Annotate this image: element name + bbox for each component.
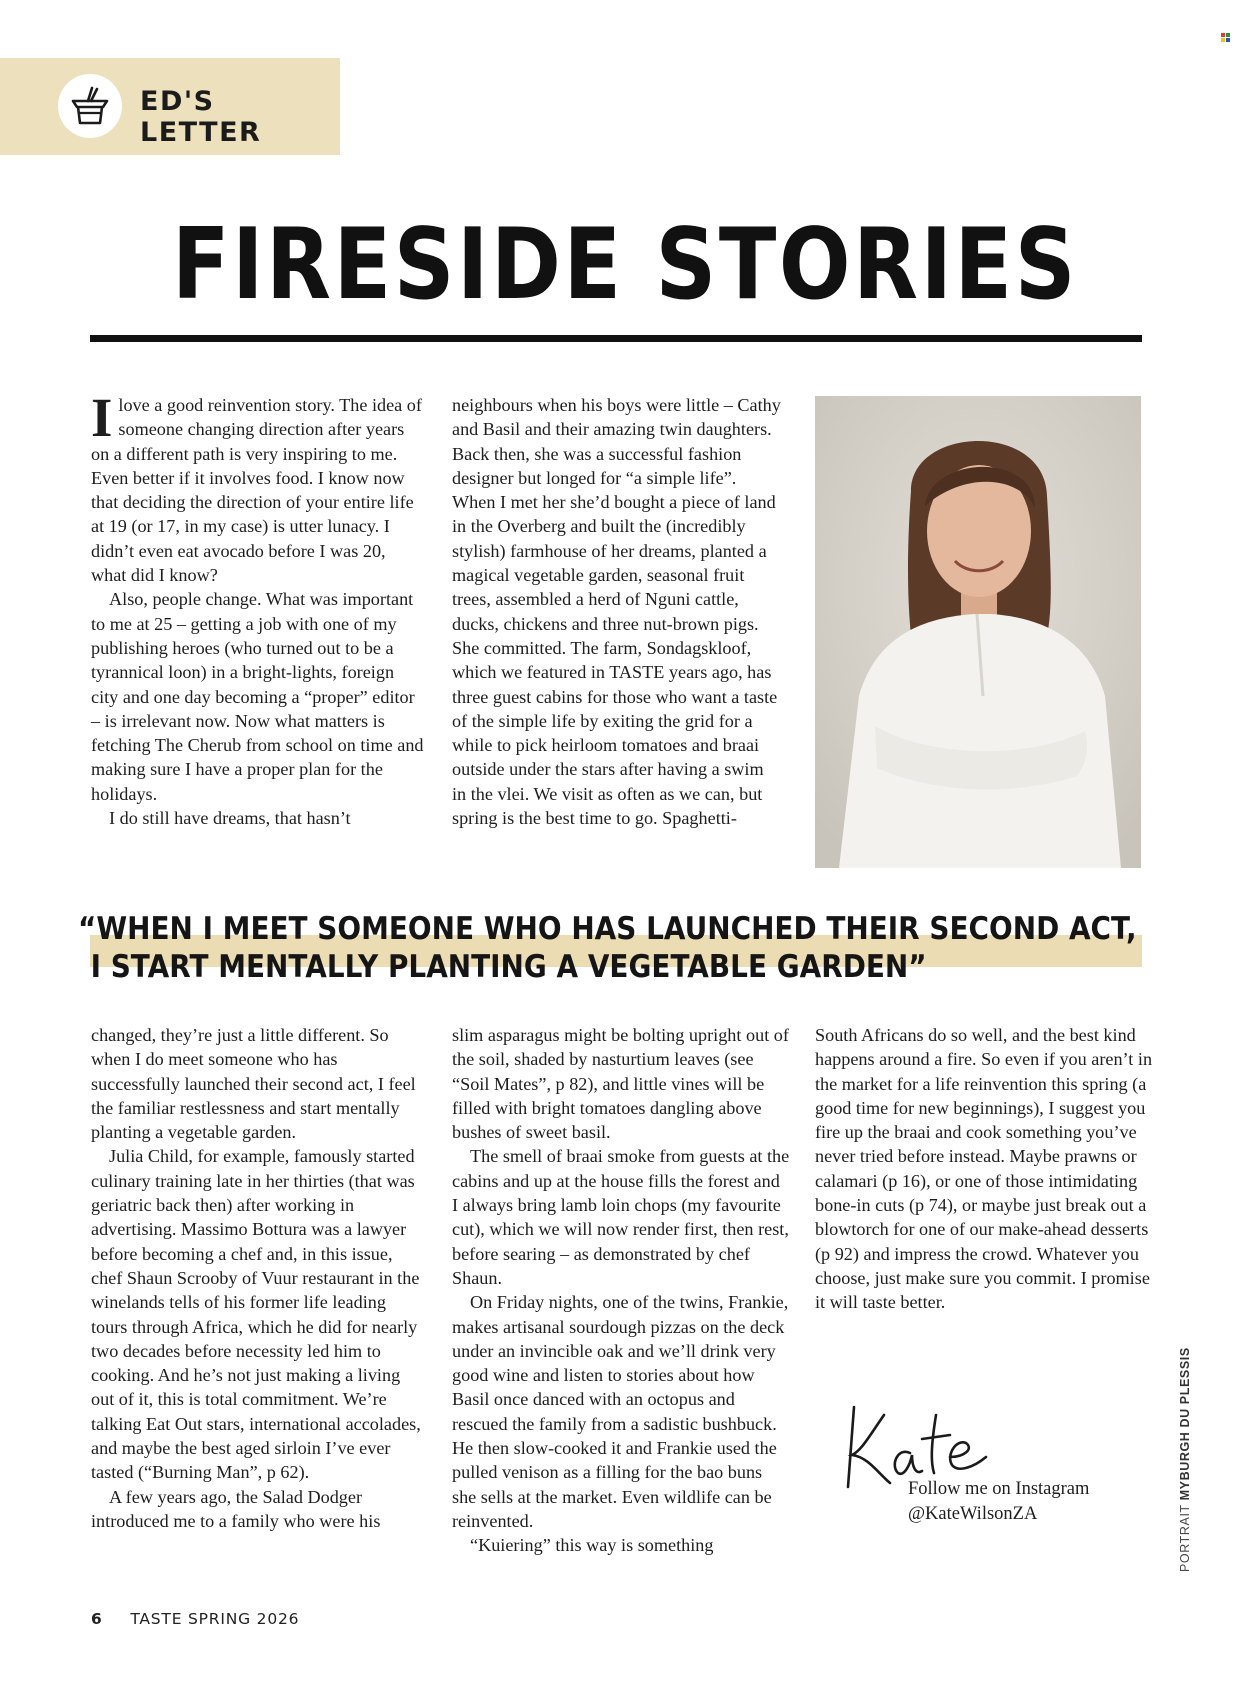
body-paragraph: A few years ago, the Salad Dodger introduced me to a family who were his <box>91 1486 381 1531</box>
dropcap: I <box>91 387 113 448</box>
intro-column <box>91 387 424 830</box>
body-paragraph: “Kuiering” this way is something <box>470 1535 714 1556</box>
body-column-right <box>815 1023 1153 1315</box>
photo-credit <box>1178 1347 1192 1572</box>
photo-credit-name: MYBURGH DU PLESSIS <box>1178 1347 1192 1501</box>
page-number: 6 <box>91 1610 103 1628</box>
body-paragraph: Also, people change. What was important to me at 25 – getting a job with one of my publishing heroes (who turned out to be a tyrannical loon) in a bright-lights, foreign city and one day becoming a “proper” editor – is irrelevant now. Now what matters is fetching The Cherub from school on time and making sure I have a proper plan for the holidays. <box>91 589 424 804</box>
section-tab <box>0 58 340 155</box>
body-paragraph: The smell of braai smoke from guests at the cabins and up at the house fills the forest and I always bring lamb loin chops (my favourite cut), which we will now render first, then rest, before searing – as demonstrated by chef Shaun. <box>452 1146 790 1288</box>
body-paragraph: I do still have dreams, that hasn’t <box>109 808 351 829</box>
editor-portrait <box>815 396 1141 868</box>
intro-paragraph: Ilove a good reinvention story. The idea of someone changing direction after years on a different path is very inspiring to me. Even better if it involves food. I know now that deciding the direction of your entire life at 19 (or 17, in my case) is utter lunacy. I didn’t even eat avocado before I was 20, what did I know? <box>91 387 422 586</box>
section-icon-badge <box>58 74 122 138</box>
body-paragraph: Julia Child, for example, famously started culinary training late in her thirties (that was geriatric back then) after working in advertising. Massimo Bottura was a lawyer before becoming a chef and, in this issue, chef Shaun Scrooby of Vuur restaurant in the winelands tells of his former life leading tours through Africa, which he did for nearly two decades before necessity led him to cooking. And he’s not just making a living out of it, this is total commitment. We’re talking Eat Out stars, international accolades, and maybe the best aged sirloin I’ve ever tasted (“Burning Man”, p 62). <box>91 1146 421 1483</box>
page-footer <box>91 1610 299 1628</box>
body-paragraph: slim asparagus might be bolting upright out of the soil, shaded by nasturtium leaves (see “Soil Mates”, p 82), and little vines will be filled with bright tomatoes dangling above bushes of sweet basil. <box>452 1025 789 1143</box>
pull-quote-line: I START MENTALLY PLANTING A VEGETABLE GARDEN” <box>90 949 927 985</box>
body-paragraph: On Friday nights, one of the twins, Frankie, makes artisanal sourdough pizzas on the deck under an invincible oak and we’ll drink very good wine and listen to stories about how Basil once danced with an octopus and rescued the family from a sadistic bushbuck. He then slow-cooked it and Frankie used the pulled venison as a filling for the bao buns she sells at the market. Even wildlife can be reinvented. <box>452 1292 789 1531</box>
headline: FIRESIDE STORIES <box>172 208 1078 322</box>
body-column-middle <box>452 1023 790 1558</box>
photo-credit-prefix: PORTRAIT <box>1178 1504 1192 1572</box>
section-label: ED'S LETTER <box>140 86 262 148</box>
takeout-box-icon <box>70 85 110 127</box>
headline-rule <box>90 335 1142 342</box>
body-paragraph: neighbours when his boys were little – Cathy and Basil and their amazing twin daughters. Back then, she was a successful fashion designer but longed for “a simple life”. When I met her she’d bought a piece of land in the Overberg and built the (incredibly stylish) farmhouse of her dreams, planted a magical vegetable garden, seasonal fruit trees, assembled a herd of Nguni cattle, ducks, chickens and three nut-brown pigs. She committed. The farm, Sondagskloof, which we featured in TASTE years ago, has three guest cabins for those who want a taste of the simple life by exiting the grid for a while to pick heirloom tomatoes and braai outside under the stars after having a swim in the vlei. We visit as often as we can, but spring is the best time to go. Spaghetti- <box>452 395 781 829</box>
second-column <box>452 393 782 830</box>
body-column-left <box>91 1023 424 1533</box>
pull-quote <box>78 910 1137 986</box>
publication-name: TASTE SPRING 2026 <box>130 1610 300 1628</box>
follow-line: Follow me on Instagram <box>908 1479 1090 1499</box>
instagram-follow <box>908 1477 1089 1527</box>
body-paragraph: South Africans do so well, and the best kind happens around a fire. So even if you aren’t in the market for a life reinvention this spring (a good time for new beginnings), I suggest you fire up the braai and cook something you’ve never tried before instead. Maybe prawns or calamari (p 16), or one of those intimidating bone-in cuts (p 74), or maybe just break out a blowtorch for one of our make-ahead desserts (p 92) and impress the crowd. Whatever you choose, just make sure you commit. I promise it will taste better. <box>815 1025 1153 1313</box>
pull-quote-line: “WHEN I MEET SOMEONE WHO HAS LAUNCHED THEIR SECOND ACT, <box>78 911 1137 947</box>
body-paragraph: changed, they’re just a little different. So when I do meet someone who has successfully launched their second act, I feel the familiar restlessness and start mentally planting a vegetable garden. <box>91 1025 416 1143</box>
instagram-handle[interactable]: @KateWilsonZA <box>908 1504 1038 1524</box>
color-registration-mark <box>1221 33 1230 42</box>
